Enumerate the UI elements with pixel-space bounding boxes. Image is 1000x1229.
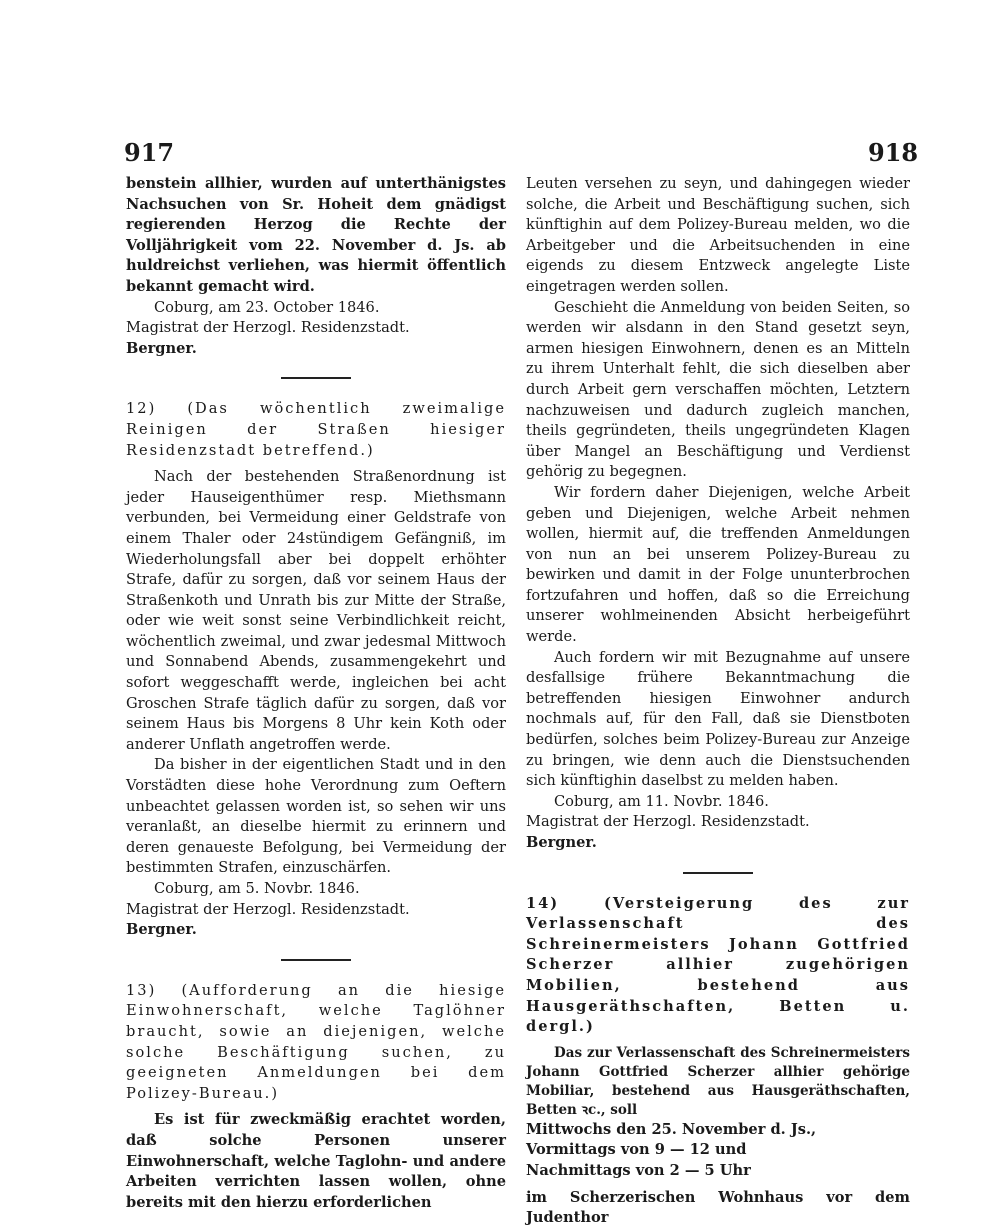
auction-date: Mittwochs den 25. November d. Js., <box>526 1120 817 1138</box>
magistrat-signature: Magistrat der Herzogl. Residenzstadt. <box>126 900 410 918</box>
signatory-name: Bergner. <box>126 921 197 939</box>
section-13-paragraph: Wir fordern daher Diejenigen, welche Arbeit geben und Diejenigen, welche Arbeit nehmen wollen, hiermit auf, die treffenden Anmeldungen von nun an bei unserem Polizey-Bureau zu bewirken und damit in der Folge ununterbrochen fortzufahren und hoffen, daß so die Erreichung unserer wohlmeinenden Absicht herbeigeführt werde. <box>526 483 910 646</box>
section-13-paragraph: Es ist für zweckmäßig erachtet worden, daß solche Personen unserer Einwohnerschaft, welche Taglohn- und andere Arbeiten verrichten lassen wollen, ohne bereits mit den hierzu erforderlichen <box>126 1111 506 1211</box>
section-13-heading: 13) (Aufforderung an die hiesige Einwohnerschaft, welche Taglöhner braucht, sowie an diejenigen, welche solche Beschäftigung suchen, zu geeigneten Anmeldungen bei dem Polizey-Bureau.) <box>126 981 506 1102</box>
left-column <box>126 174 506 1213</box>
signatory-name: Bergner. <box>526 834 597 851</box>
section-14-paragraph: Das zur Verlassenschaft des Schreinermeisters Johann Gottfried Scherzer allhier gehörige Mobiliar, bestehend aus Hausgeräthschaften, Betten ꝛc., soll <box>526 1044 910 1118</box>
right-column <box>526 174 910 1229</box>
auction-location: im Scherzerischen Wohnhaus vor dem Judenthor <box>526 1188 910 1227</box>
signatory-name: Bergner. <box>126 339 197 357</box>
magistrat-signature: Magistrat der Herzogl. Residenzstadt. <box>126 319 410 337</box>
section-12-paragraph: Nach der bestehenden Straßenordnung ist jeder Hauseigenthümer resp. Miethsmann verbunden, bei Vermeidung einer Geldstrafe von einem Thaler oder 24stündigem Gefängniß, im Wiederholungsfall aber bei doppelt erhöhter Strafe, dafür zu sorgen, daß vor seinem Haus der Straßenkoth und Unrath bis zur Mitte der Straße, oder wie weit sonst seine Verbindlichkeit reicht, wöchentlich zweimal, und zwar jedesmal Mittwoch und Sonnabend Abends, zusammengekehrt und sofort weggeschafft werde, ingleichen bei acht Groschen Strafe täglich dafür zu sorgen, daß vor seinem Haus bis Morgens 8 Uhr kein Koth oder anderer Unflath angetroffen werde. <box>126 468 506 753</box>
section-13-paragraph: Auch fordern wir mit Bezugnahme auf unsere desfallsige frühere Bekanntmachung die betreffenden hiesigen Einwohner andurch nochmals auf, für den Fall, daß sie Dienstboten bedürfen, solches beim Polizey-Bureau zur Anzeige zu bringen, wie denn auch die Dienstsuchenden sich künftighin daselbst zu melden haben. <box>526 648 910 790</box>
page-number-right: 918 <box>868 138 919 167</box>
dateline: Coburg, am 11. Novbr. 1846. <box>554 792 769 810</box>
section-divider <box>281 377 351 379</box>
magistrat-signature: Magistrat der Herzogl. Residenzstadt. <box>526 813 810 831</box>
section-13-paragraph: Geschieht die Anmeldung von beiden Seiten, so werden wir alsdann in den Stand gesetzt seyn, armen hiesigen Einwohnern, denen es an Mitteln zu ihrem Unterhalt fehlt, die sich dieselben aber durch Arbeit gern verschaffen möchten, Letztern nachzuweisen und dadurch zugleich manchen, theils gegründeten, theils ungegründeten Klagen über Mangel an Beschäftigung und Verdienst gehörig zu begegnen. <box>526 298 910 481</box>
section-divider <box>281 959 351 961</box>
section-14-heading: 14) (Versteigerung des zur Verlassenschaft des Schreinermeisters Johann Gottfried Scherzer allhier zugehörigen Mobilien, bestehend aus Hausgeräthschaften, Betten u. dergl.) <box>526 894 910 1036</box>
dateline: Coburg, am 23. October 1846. <box>154 298 380 316</box>
auction-afternoon-time: Nachmittags von 2 — 5 Uhr <box>526 1161 751 1179</box>
intro-paragraph: benstein allhier, wurden auf unterthänigstes Nachsuchen von Sr. Hoheit dem gnädigst regierenden Herzog die Rechte der Volljährigkeit vom 22. November d. Js. ab huldreichst verliehen, was hiermit öffentlich bekannt gemacht wird. <box>126 175 506 295</box>
auction-morning-time: Vormittags von 9 — 12 und <box>526 1141 747 1159</box>
section-12-paragraph: Da bisher in der eigentlichen Stadt und in den Vorstädten diese hohe Verordnung zum Oeftern unbeachtet gelassen worden ist, so sehen wir uns veranlaßt, an dieselbe hiermit zu erinnern und deren genaueste Befolgung, bei Vermeidung der bestimmten Strafen, einzuschärfen. <box>126 756 506 877</box>
section-divider <box>683 872 753 874</box>
section-12-heading: 12) (Das wöchentlich zweimalige Reinigen der Straßen hiesiger Residenzstadt betreffend.) <box>126 400 506 459</box>
dateline: Coburg, am 5. Novbr. 1846. <box>154 880 360 897</box>
page-number-left: 917 <box>124 138 175 167</box>
continued-paragraph: Leuten versehen zu seyn, und dahingegen wieder solche, die Arbeit und Beschäftigung suchen, sich künftighin auf dem Polizey-Bureau melden, wo die Arbeitgeber und die Arbeitsuchenden in eine eigends zu diesem Entzweck angelegte Liste eingetragen werden sollen. <box>526 175 910 295</box>
